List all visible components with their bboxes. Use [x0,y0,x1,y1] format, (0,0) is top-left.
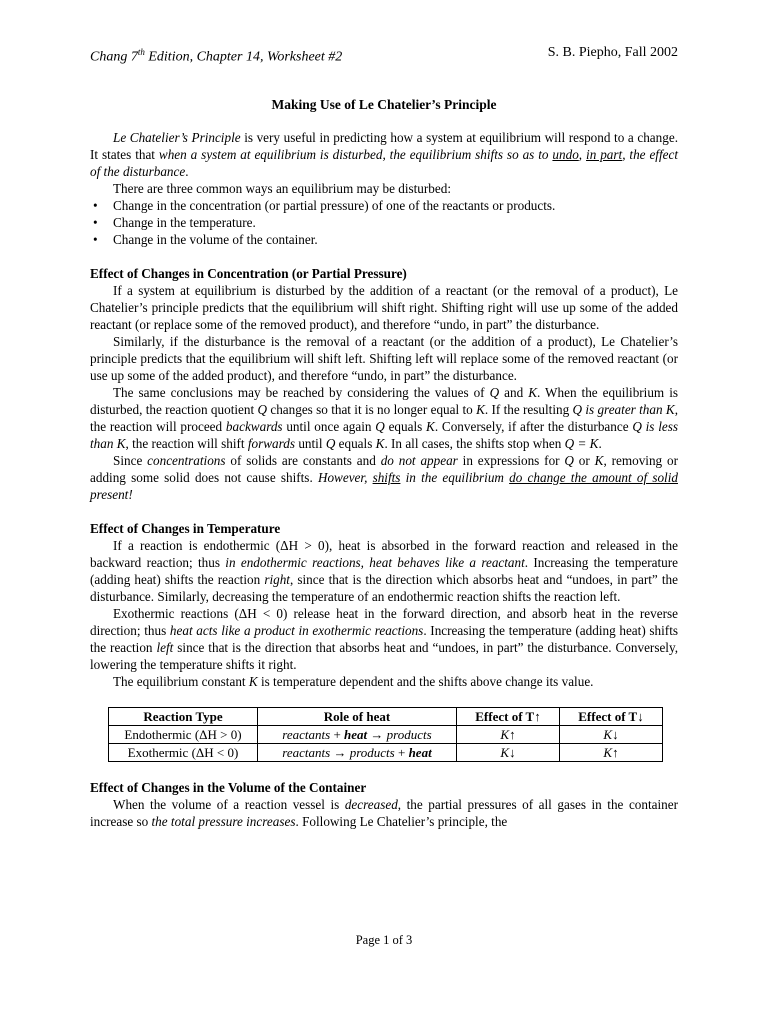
page-number: Page 1 of 3 [355,933,413,947]
text: is very useful in predicting how a system at equilibrium will respond to a change. It states that [90,130,678,162]
table-row [109,726,663,744]
text: . [185,164,189,179]
emphasis: However, [317,470,373,485]
concentration-paragraph-3 [90,384,678,452]
emphasis: Q = K [564,436,599,451]
text: and [499,385,529,400]
text: If a reaction is endothermic (ΔH > 0), heat is absorbed in the forward reaction and released in the backward reaction; thus [90,538,678,570]
table-header-row [109,708,663,726]
table-cell: K↓ [457,744,560,762]
table-cell: Endothermic (ΔH > 0) [109,726,258,744]
running-header [90,44,678,66]
emphasis-underlined: undo [552,147,579,162]
text: of solids are constants and [225,453,381,468]
emphasis-underlined: do change the amount of solid [509,470,678,485]
symbol: Q [489,385,500,400]
emphasis: in the equilibrium [400,470,510,485]
temperature-paragraph-1 [90,537,678,605]
text: until [295,436,326,451]
arrow: → [367,727,387,742]
text: products [386,727,432,742]
symbol: K [528,385,537,400]
table-header: Reaction Type [109,708,258,726]
text: or [573,453,595,468]
temperature-paragraph-3 [90,673,678,690]
emphasis: backwards [225,419,283,434]
text: Since [113,453,148,468]
heat-effect-table [108,707,663,762]
table-row [109,744,663,762]
text: The equilibrium constant [113,674,249,689]
table-header: Effect of T↑ [457,708,560,726]
emphasis: present! [90,487,133,502]
symbol: Q [375,419,385,434]
text: . In all cases, the shifts stop when [384,436,565,451]
text: + [394,745,409,760]
symbol: K [594,453,604,468]
concentration-paragraph-4 [90,452,678,503]
text: equals [384,419,427,434]
symbol: Q [325,436,336,451]
text: + [330,727,345,742]
symbol: Q [564,453,574,468]
table-header: Role of heat [258,708,457,726]
section-heading-volume: Effect of Changes in the Volume of the Container [90,780,367,795]
table-cell: K↓ [560,726,663,744]
emphasis: decreased [344,797,398,812]
emphasis: forwards [247,436,296,451]
emphasis: heat [344,727,368,742]
text: is temperature dependent and the shifts above change its value. [257,674,594,689]
text: until once again [282,419,376,434]
text: reactants [282,727,331,742]
list-item: • Change in the temperature. [90,214,678,231]
list-item: • Change in the volume of the container. [90,231,678,248]
emphasis: , [578,147,587,162]
symbol: K [375,436,385,451]
intro-paragraph-2: There are three common ways an equilibrium may be disturbed: [113,181,452,196]
emphasis: heat [408,745,432,760]
concentration-paragraph-2: Similarly, if the disturbance is the removal of a reactant (or the addition of a product), Le Chatelier’s principle predicts that the equilibrium will shift left. Shifting left will replace some of the removed reactant (or use up some of the added product), and therefore “undo, in part” the disturbance. [90,334,678,383]
text: . When the equilibrium is disturbed, the reaction quotient [90,385,678,417]
text: equals [335,436,376,451]
document-body [90,96,678,830]
text: . Increasing the temperature (adding heat) shifts the reaction [90,555,679,587]
header-citation-sup: th [137,47,145,57]
text: . Conversely, if after the disturbance [434,419,633,434]
text: since that is the direction that absorbs heat and “undoes, in part” the disturbance. Conversely, lowering the temperature shifts it right. [90,640,679,672]
page-title: Making Use of Le Chatelier’s Principle [271,97,497,112]
text: . Following Le Chatelier’s principle, the [295,814,508,829]
emphasis-underlined: shifts [372,470,401,485]
header-citation [90,44,342,66]
symbol: K [426,419,435,434]
temperature-paragraph-2 [90,605,678,673]
text: , the reaction will shift [125,436,248,451]
arrow: → [330,745,350,760]
header-citation-text-2: Edition, Chapter 14, Worksheet #2 [144,49,343,65]
section-heading-temperature: Effect of Changes in Temperature [90,521,281,536]
emphasis-underlined: in part [586,147,623,162]
text: changes so that it is no longer equal to [267,402,477,417]
emphasis: Q is less than K [90,419,678,451]
text: When the volume of a reaction vessel is [113,797,345,812]
emphasis: right [264,572,290,587]
table-cell: K↑ [457,726,560,744]
text: in expressions for [457,453,565,468]
header-citation-text: Chang 7 [90,49,138,65]
symbol: K [476,402,485,417]
symbol: Q [257,402,268,417]
header-author: S. B. Piepho, Fall 2002 [547,45,678,60]
text: , the reaction will proceed [90,402,678,434]
table-cell: K↑ [560,744,663,762]
text: , removing or adding some solid does not cause shifts. [90,453,678,485]
concentration-paragraph-1: If a system at equilibrium is disturbed by the addition of a reactant (or the removal of a product), Le Chatelier’s principle predicts that the equilibrium will shift right. Shifting right will use up some of the added reactant (or replace some of the removed product), and therefore “undo, in part” the disturbance. [90,283,678,332]
emphasis: Q is greater than K [572,402,675,417]
text: . [598,436,602,451]
symbol: K [248,674,258,689]
text: . Increasing the temperature (adding heat) shifts the reaction [90,623,678,655]
text: The same conclusions may be reached by considering the values of [113,385,490,400]
disturbance-list [90,197,678,248]
emphasis: , the effect of the disturbance [90,147,679,179]
table-cell [258,744,457,762]
text: Exothermic reactions (ΔH < 0) release heat in the forward direction, and absorb heat in the reverse direction; thus [90,606,678,638]
table-cell [258,726,457,744]
emphasis: heat acts like a product in exothermic reactions [169,623,424,638]
emphasis: the total pressure increases [151,814,296,829]
emphasis: in endothermic reactions, heat behaves like a reactant [225,555,525,570]
table-header: Effect of T↓ [560,708,663,726]
section-heading-concentration: Effect of Changes in Concentration (or Partial Pressure) [90,266,407,281]
table-cell: Exothermic (ΔH < 0) [109,744,258,762]
emphasis: left [156,640,174,655]
list-item: • Change in the concentration (or partial pressure) of one of the reactants or products. [90,197,678,214]
emphasis: concentrations [147,453,226,468]
volume-paragraph-1 [90,796,678,830]
emphasis: do not appear [380,453,458,468]
text: reactants [282,745,331,760]
term: Le Chatelier’s Principle [113,130,241,145]
emphasis: when a system at equilibrium is disturbed, the equilibrium shifts so as to [158,147,553,162]
intro-paragraph [90,129,678,180]
text: products [349,745,395,760]
text: , since that is the direction which absorbs heat and “undoes, in part” the disturbance. Similarly, decreasing the temperature of an endothermic reaction shifts the reaction left. [90,572,678,604]
text: , the partial pressures of all gases in the container increase so [90,797,679,829]
text: . If the resulting [484,402,573,417]
